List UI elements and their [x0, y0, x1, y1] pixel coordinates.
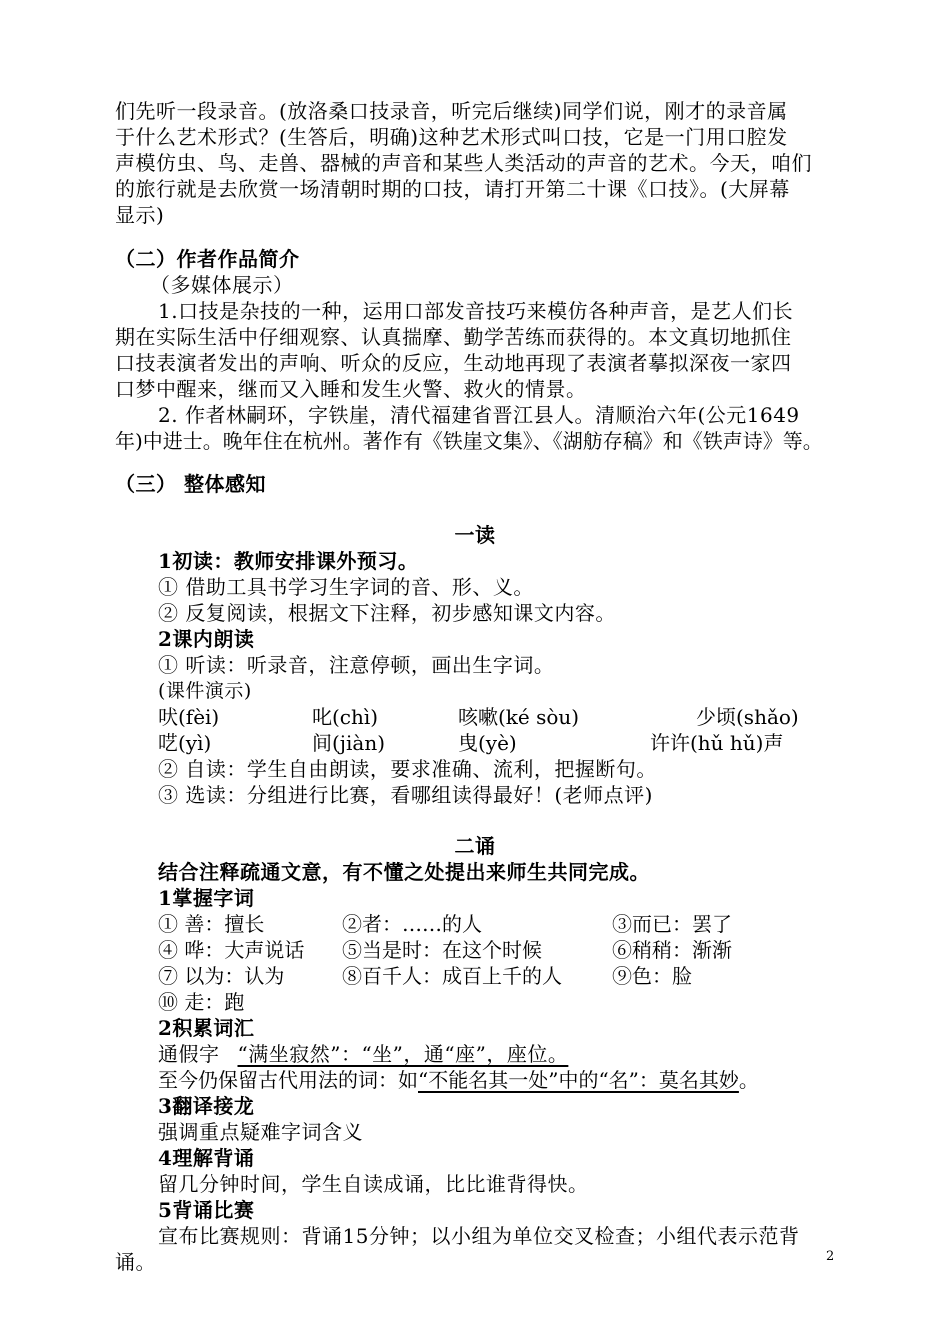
sec2-p1-line-2: 期在实际生活中仔细观察、认真揣摩、勤学苦练而获得的。本文真切地抓住	[115, 325, 792, 349]
intro-line-4: 的旅行就是去欣赏一场清朝时期的口技，请打开第二十课《口技》。(大屏幕	[115, 177, 790, 201]
courseware-demo: (课件演示)	[158, 680, 252, 702]
intro-line-1: 们先听一段录音。(放洛桑口技录音，听完后继续)同学们说，刚才的录音属	[115, 99, 788, 123]
read-step-2-c: ③ 选读：分组进行比赛，看哪组读得最好！(老师点评)	[158, 783, 653, 807]
word-item: ②者：……的人	[342, 912, 482, 936]
vocab-item: 间(jiàn)	[312, 731, 386, 755]
word-item: ⑧百千人：成百上千的人	[342, 964, 562, 988]
word-item: ① 善：擅长	[158, 912, 265, 936]
section-3-heading: （三） 整体感知	[115, 472, 266, 496]
recite-step-5-line-2: 诵。	[115, 1250, 156, 1274]
media-note: （多媒体展示）	[150, 273, 294, 297]
read-step-1-b: ② 反复阅读，根据文下注释，初步感知课文内容。	[158, 601, 616, 625]
tongjia-line	[158, 1041, 568, 1067]
page-number: 2	[826, 1249, 835, 1264]
read-title: 一读	[454, 523, 496, 547]
word-item: ⑥稍稍：渐渐	[612, 938, 732, 962]
read-step-2-title: 2课内朗读	[158, 627, 255, 651]
read-step-1-a: ① 借助工具书学习生字词的音、形、义。	[158, 575, 534, 599]
vocab-item: 叱(chì)	[312, 705, 379, 729]
intro-line-5: 显示)	[115, 203, 165, 227]
intro-line-2: 于什么艺术形式？(生答后，明确)这种艺术形式叫口技，它是一门用口腔发	[115, 125, 788, 149]
recite-intro: 结合注释疏通文意，有不懂之处提出来师生共同完成。	[158, 860, 650, 884]
read-step-2-a: ① 听读：听录音，注意停顿，画出生字词。	[158, 653, 555, 677]
recite-step-1-title: 1掌握字词	[158, 886, 255, 910]
vocab-item: 吠(fèi)	[158, 705, 220, 729]
sec2-p2-line-1: 2. 作者林嗣环，字铁崖，清代福建省晋江县人。清顺治六年(公元1649	[158, 403, 800, 427]
word-item: ⑦ 以为：认为	[158, 964, 285, 988]
sec2-p1-line-3: 口技表演者发出的声响、听众的反应，生动地再现了表演者摹拟深夜一家四	[115, 351, 792, 375]
recite-step-3-text: 强调重点疑难字词含义	[158, 1120, 363, 1144]
word-item: ⑤当是时：在这个时候	[342, 938, 542, 962]
section-2-heading: （二）作者作品简介	[115, 247, 300, 271]
recite-step-4-text: 留几分钟时间，学生自读成诵，比比谁背得快。	[158, 1172, 589, 1196]
read-step-2-b: ② 自读：学生自由朗读，要求准确、流利，把握断句。	[158, 757, 657, 781]
vocab-item: 许许(hǔ hǔ)声	[650, 731, 784, 755]
vocab-item: 曳(yè)	[458, 731, 517, 755]
recite-step-3-title: 3翻译接龙	[158, 1094, 255, 1118]
ancient-usage-line	[158, 1067, 759, 1093]
word-item: ④ 哗：大声说话	[158, 938, 305, 962]
recite-step-4-title: 4理解背诵	[158, 1146, 255, 1170]
vocab-item: 咳嗽(ké sòu)	[458, 705, 580, 729]
recite-title: 二诵	[454, 834, 496, 858]
ancient-usage-value: “不能名其一处”中的“名”：莫名其妙	[418, 1068, 739, 1092]
ancient-usage-end: 。	[738, 1068, 759, 1092]
ancient-usage-label: 至今仍保留古代用法的词：如	[158, 1068, 418, 1092]
intro-line-3: 声模仿虫、鸟、走兽、器械的声音和某些人类活动的声音的艺术。今天，咱们	[115, 151, 812, 175]
tongjia-value: “满坐寂然”：“坐”，通“座”，座位。	[237, 1042, 569, 1066]
recite-step-5-line-1: 宣布比赛规则：背诵15分钟；以小组为单位交叉检查；小组代表示范背	[158, 1224, 800, 1248]
recite-step-2-title: 2积累词汇	[158, 1016, 255, 1040]
recite-step-5-title: 5背诵比赛	[158, 1198, 255, 1222]
sec2-p2-line-2: 年)中进士。晚年住在杭州。著作有《铁崖文集》、《湖舫存稿》和《铁声诗》等。	[115, 429, 823, 453]
sec2-p1-line-1: 1.口技是杂技的一种，运用口部发音技巧来模仿各种声音，是艺人们长	[158, 299, 794, 323]
word-item: ⑩ 走：跑	[158, 990, 245, 1014]
word-item: ③而已：罢了	[612, 912, 732, 936]
sec2-p1-line-4: 口梦中醒来，继而又入睡和发生火警、救火的情景。	[115, 377, 587, 401]
read-step-1-title: 1初读：教师安排课外预习。	[158, 549, 419, 573]
vocab-item: 少顷(shǎo)	[696, 705, 799, 729]
tongjia-label: 通假字	[158, 1042, 220, 1066]
vocab-item: 呓(yì)	[158, 731, 212, 755]
word-item: ⑨色：脸	[612, 964, 692, 988]
